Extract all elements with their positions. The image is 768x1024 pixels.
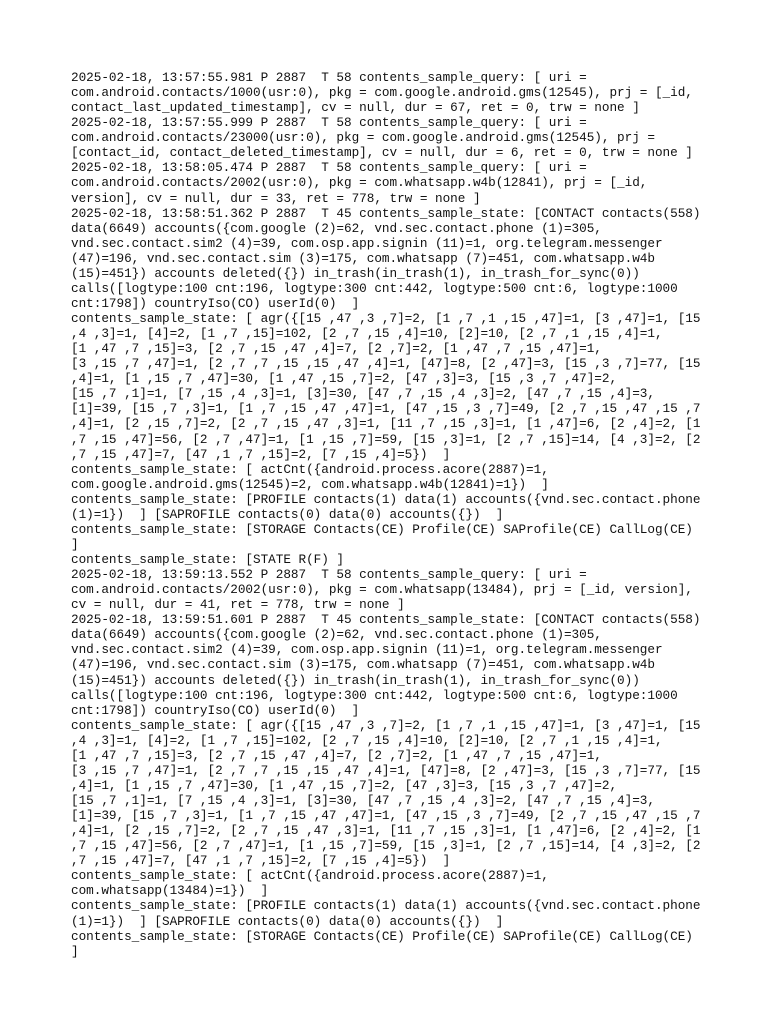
log-line: ,7 ,15 ,47]=56, [2 ,7 ,47]=1, [1 ,15 ,7]=59, [15 ,3]=1, [2 ,7 ,15]=14, [4 ,3]=2, [2 [71,838,701,854]
log-line: cv = null, dur = 41, ret = 778, trw = none ] [71,597,405,613]
log-line: com.google.android.gms(12545)=2, com.whatsapp.w4b(12841)=1}) ] [71,476,549,492]
log-line: data(6649) accounts({com.google (2)=62, vnd.sec.contact.phone (1)=305, [71,220,602,236]
log-line: vnd.sec.contact.sim2 (4)=39, com.osp.app.signin (11)=1, org.telegram.messenger [71,235,663,251]
log-line: cnt:1798]) countryIso(CO) userId(0) ] [71,295,360,311]
log-line: contents_sample_state: [STATE R(F) ] [71,552,345,567]
log-line: contents_sample_state: [ actCnt({android.process.acore(2887)=1, [71,868,549,884]
log-line: contents_sample_state: [ agr({[15 ,47 ,3 ,7]=2, [1 ,7 ,1 ,15 ,47]=1, [3 ,47]=1, [15 [71,717,701,733]
log-line: 2025-02-18, 13:59:51.601 P 2887 T 45 contents_sample_state: [CONTACT contacts(558) [71,612,701,628]
log-line: ,4 ,3]=1, [4]=2, [1 ,7 ,15]=102, [2 ,7 ,15 ,4]=10, [2]=10, [2 ,7 ,1 ,15 ,4]=1, [71,326,663,342]
log-line: [1 ,47 ,7 ,15]=3, [2 ,7 ,15 ,47 ,4]=7, [2 ,7]=2, [1 ,47 ,7 ,15 ,47]=1, [71,747,602,763]
log-line: contents_sample_state: [PROFILE contacts(1) data(1) accounts({vnd.sec.contact.phone [71,898,701,914]
log-line: [3 ,15 ,7 ,47]=1, [2 ,7 ,7 ,15 ,15 ,47 ,4]=1, [47]=8, [2 ,47]=3, [15 ,3 ,7]=77, [15 [71,762,701,778]
log-line: cnt:1798]) countryIso(CO) userId(0) ] [71,702,360,718]
log-line: 2025-02-18, 13:59:13.552 P 2887 T 58 contents_sample_query: [ uri = [71,567,587,583]
log-line: ,7 ,15 ,47]=7, [47 ,1 ,7 ,15]=2, [7 ,15 ,4]=5}) ] [71,853,451,869]
log-line: (15)=451}) accounts deleted({}) in_trash(in_trash(1), in_trash_for_sync(0)) [71,265,640,281]
log-line: contents_sample_state: [ actCnt({android.process.acore(2887)=1, [71,461,549,477]
log-line: [15 ,7 ,1]=1, [7 ,15 ,4 ,3]=1, [3]=30, [47 ,7 ,15 ,4 ,3]=2, [47 ,7 ,15 ,4]=3, [71,793,655,808]
log-line: (47)=196, vnd.sec.contact.sim (3)=175, com.whatsapp (7)=451, com.whatsapp.w4b [71,250,655,266]
log-line: (1)=1}) ] [SAPROFILE contacts(0) data(0) accounts({}) ] [71,913,504,929]
log-line: [15 ,7 ,1]=1, [7 ,15 ,4 ,3]=1, [3]=30, [47 ,7 ,15 ,4 ,3]=2, [47 ,7 ,15 ,4]=3, [71,386,655,402]
log-line: 2025-02-18, 13:58:51.362 P 2887 T 45 contents_sample_state: [CONTACT contacts(558) [71,205,701,221]
log-line: ,4]=1, [2 ,15 ,7]=2, [2 ,7 ,15 ,47 ,3]=1, [11 ,7 ,15 ,3]=1, [1 ,47]=6, [2 ,4]=2, [1 [71,823,701,839]
log-line: (47)=196, vnd.sec.contact.sim (3)=175, com.whatsapp (7)=451, com.whatsapp.w4b [71,657,655,673]
log-line: ,4]=1, [2 ,15 ,7]=2, [2 ,7 ,15 ,47 ,3]=1, [11 ,7 ,15 ,3]=1, [1 ,47]=6, [2 ,4]=2, [1 [71,416,701,432]
log-line: com.android.contacts/1000(usr:0), pkg = com.google.android.gms(12545), prj = [_id, [71,85,693,101]
log-line: ,4]=1, [1 ,15 ,7 ,47]=30, [1 ,47 ,15 ,7]=2, [47 ,3]=3, [15 ,3 ,7 ,47]=2, [71,777,618,793]
log-line: [1 ,47 ,7 ,15]=3, [2 ,7 ,15 ,47 ,4]=7, [2 ,7]=2, [1 ,47 ,7 ,15 ,47]=1, [71,341,602,357]
log-line: [1]=39, [15 ,7 ,3]=1, [1 ,7 ,15 ,47 ,47]=1, [47 ,15 ,3 ,7]=49, [2 ,7 ,15 ,47 ,15 ,7 [71,808,701,824]
log-line: (1)=1}) ] [SAPROFILE contacts(0) data(0) accounts({}) ] [71,506,504,522]
log-line: calls([logtype:100 cnt:196, logtype:300 cnt:442, logtype:500 cnt:6, logtype:1000 [71,280,678,296]
log-line: com.whatsapp(13484)=1}) ] [71,883,269,899]
log-line: 2025-02-18, 13:57:55.999 P 2887 T 58 contents_sample_query: [ uri = [71,115,587,131]
log-line: contents_sample_state: [ agr({[15 ,47 ,3 ,7]=2, [1 ,7 ,1 ,15 ,47]=1, [3 ,47]=1, [15 [71,311,701,326]
log-line: com.android.contacts/23000(usr:0), pkg = com.google.android.gms(12545), prj = [71,130,655,146]
log-line: 2025-02-18, 13:58:05.474 P 2887 T 58 contents_sample_query: [ uri = [71,160,587,176]
log-line: contents_sample_state: [STORAGE Contacts(CE) Profile(CE) SAProfile(CE) CallLog(CE) [71,521,693,537]
log-line: ] [71,536,79,552]
log-line: calls([logtype:100 cnt:196, logtype:300 cnt:442, logtype:500 cnt:6, logtype:1000 [71,687,678,703]
log-line: com.android.contacts/2002(usr:0), pkg = com.whatsapp(13484), prj = [_id, version], [71,582,693,598]
log-line: contents_sample_state: [STORAGE Contacts(CE) Profile(CE) SAProfile(CE) CallLog(CE) [71,928,693,944]
log-line: [3 ,15 ,7 ,47]=1, [2 ,7 ,7 ,15 ,15 ,47 ,4]=1, [47]=8, [2 ,47]=3, [15 ,3 ,7]=77, [15 [71,356,701,372]
log-line: ,4]=1, [1 ,15 ,7 ,47]=30, [1 ,47 ,15 ,7]=2, [47 ,3]=3, [15 ,3 ,7 ,47]=2, [71,371,618,387]
log-line: data(6649) accounts({com.google (2)=62, vnd.sec.contact.phone (1)=305, [71,627,602,643]
log-line: contents_sample_state: [PROFILE contacts(1) data(1) accounts({vnd.sec.contact.phone [71,491,701,507]
log-line: 2025-02-18, 13:57:55.981 P 2887 T 58 contents_sample_query: [ uri = [71,70,587,85]
log-line: [1]=39, [15 ,7 ,3]=1, [1 ,7 ,15 ,47 ,47]=1, [47 ,15 ,3 ,7]=49, [2 ,7 ,15 ,47 ,15 ,7 [71,401,701,417]
log-line: ,4 ,3]=1, [4]=2, [1 ,7 ,15]=102, [2 ,7 ,15 ,4]=10, [2]=10, [2 ,7 ,1 ,15 ,4]=1, [71,732,663,748]
log-line: com.android.contacts/2002(usr:0), pkg = com.whatsapp.w4b(12841), prj = [_id, [71,175,648,191]
log-line: ] [71,943,79,959]
log-line: [contact_id, contact_deleted_timestamp], cv = null, dur = 6, ret = 0, trw = none ] [71,145,693,161]
log-line: (15)=451}) accounts deleted({}) in_trash(in_trash(1), in_trash_for_sync(0)) [71,672,640,688]
log-text-block [71,70,711,959]
log-line: vnd.sec.contact.sim2 (4)=39, com.osp.app.signin (11)=1, org.telegram.messenger [71,642,663,658]
log-line: contact_last_updated_timestamp], cv = null, dur = 67, ret = 0, trw = none ] [71,100,640,116]
log-line: ,7 ,15 ,47]=56, [2 ,7 ,47]=1, [1 ,15 ,7]=59, [15 ,3]=1, [2 ,7 ,15]=14, [4 ,3]=2, [2 [71,431,701,447]
log-line: version], cv = null, dur = 33, ret = 778, trw = none ] [71,190,481,206]
log-line: ,7 ,15 ,47]=7, [47 ,1 ,7 ,15]=2, [7 ,15 ,4]=5}) ] [71,446,451,462]
